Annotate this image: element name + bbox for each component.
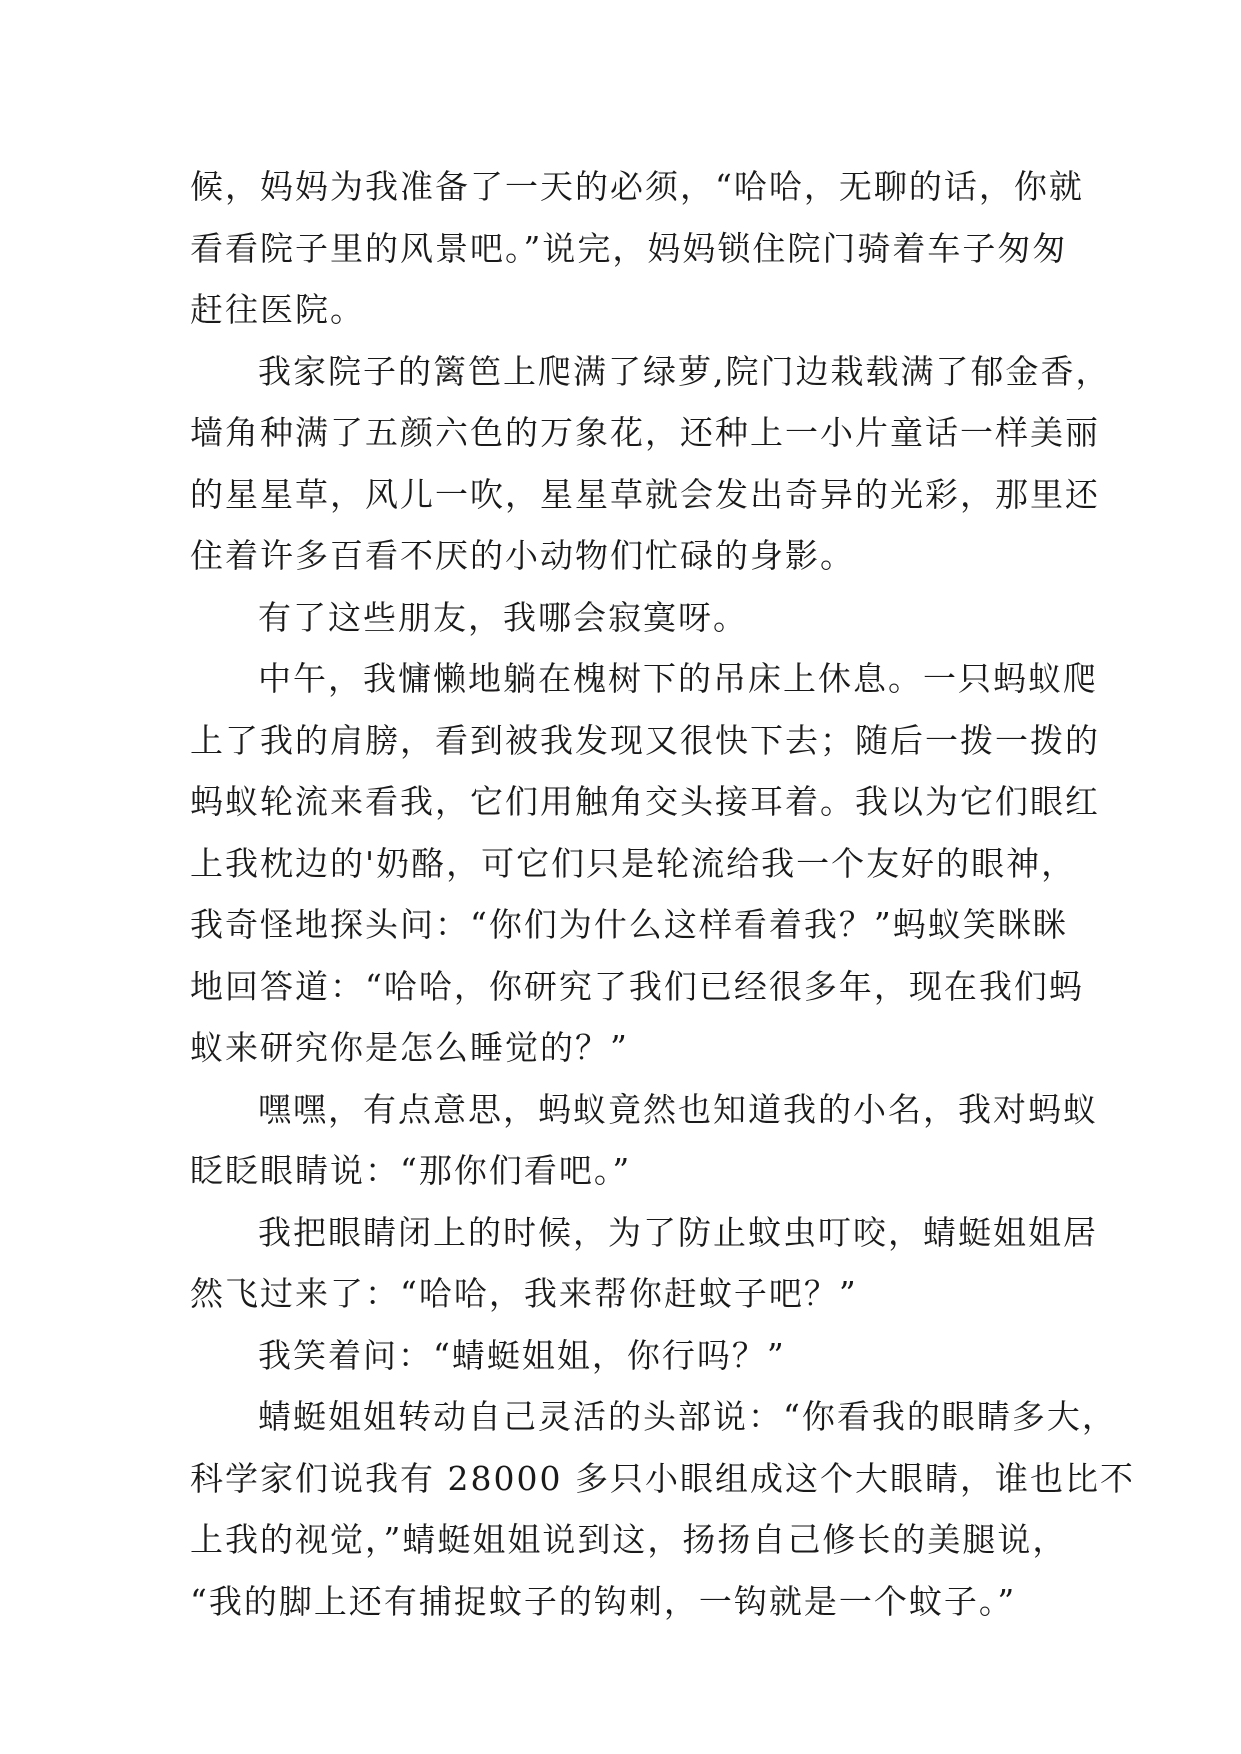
text-line: 候，妈妈为我准备了一天的必须，“哈哈，无聊的话，你就 [190, 167, 1084, 206]
text-line: 蚁来研究你是怎么睡觉的？” [190, 1028, 629, 1067]
paragraph-first-line: 我笑着问：“蜻蜓姐姐，你行吗？” [258, 1335, 786, 1375]
text-line: 蚂蚁轮流来看我，它们用触角交头接耳着。我以为它们眼红 [190, 782, 1100, 821]
text-line: 科学家们说我有 28000 多只小眼组成这个大眼睛，谁也比不 [190, 1458, 1135, 1498]
paragraph-first-line: 蜻蜓姐姐转动自己灵活的头部说：“你看我的眼睛多大， [258, 1397, 1117, 1436]
paragraph-first-line: 我把眼睛闭上的时候，为了防止蚊虫叮咬，蜻蜓姐姐居 [258, 1212, 1098, 1252]
text-line: 看看院子里的风景吧。”说完，妈妈锁住院门骑着车子匆匆 [190, 228, 1068, 268]
text-line: 的星星草，风儿一吹，星星草就会发出奇异的光彩，那里还 [190, 474, 1100, 514]
text-line: 上我枕边的'奶酪，可它们只是轮流给我一个友好的眼神， [190, 843, 1077, 883]
text-line: 上了我的肩膀，看到被我发现又很快下去；随后一拨一拨的 [190, 720, 1100, 760]
text-line: 墙角种满了五颜六色的万象花，还种上一小片童话一样美丽 [190, 413, 1100, 452]
text-line: 赶往医院。 [190, 290, 365, 329]
paragraph-first-line: 有了这些朋友，我哪会寂寞呀。 [258, 597, 748, 637]
document-body [190, 156, 1135, 1632]
text-line: 眨眨眼睛说：“那你们看吧。” [190, 1151, 632, 1190]
text-line: 住着许多百看不厌的小动物们忙碌的身影。 [190, 536, 855, 575]
text-line: 我奇怪地探头问：“你们为什么这样看着我？”蚂蚁笑眯眯 [190, 905, 1068, 944]
text-line: 上我的视觉，”蜻蜓姐姐说到这，扬扬自己修长的美腿说， [190, 1520, 1068, 1559]
text-line: “我的脚上还有捕捉蚊子的钩刺，一钩就是一个蚊子。” [190, 1581, 1017, 1621]
text-line: 地回答道：“哈哈，你研究了我们已经很多年，现在我们蚂 [190, 966, 1084, 1006]
text-line: 然飞过来了：“哈哈，我来帮你赶蚊子吧？” [190, 1274, 858, 1313]
paragraph-first-line: 中午，我慵懒地躺在槐树下的吊床上休息。一只蚂蚁爬 [258, 659, 1098, 698]
paragraph-first-line: 我家院子的篱笆上爬满了绿萝,院门边栽载满了郁金香， [258, 351, 1111, 391]
paragraph-first-line: 嘿嘿，有点意思，蚂蚁竟然也知道我的小名，我对蚂蚁 [258, 1089, 1098, 1129]
